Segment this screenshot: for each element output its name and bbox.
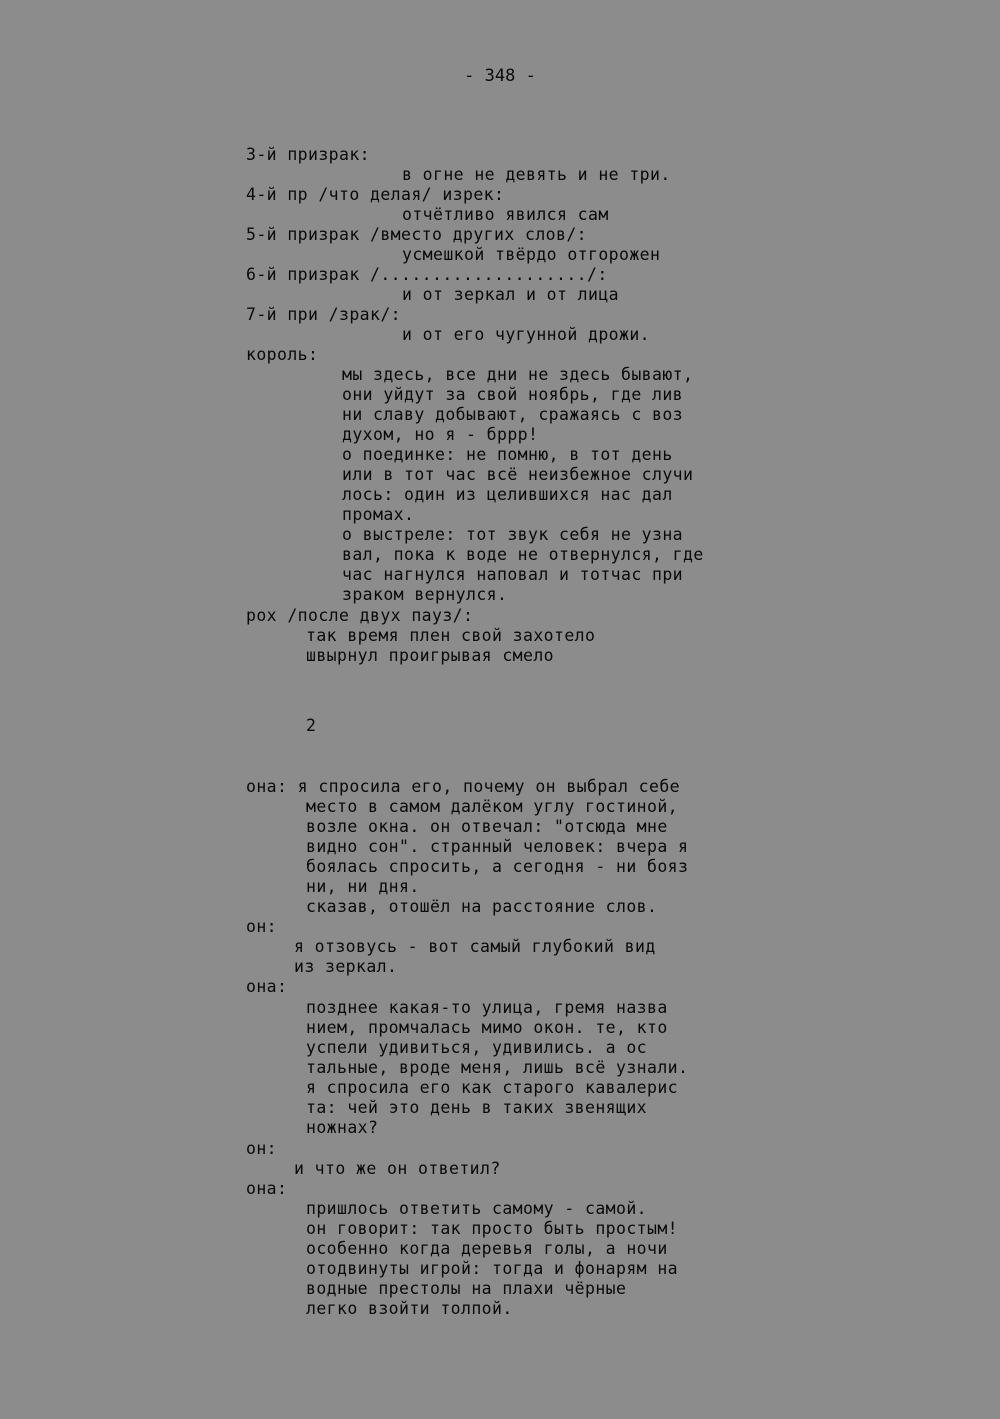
- text-line: из зеркал.: [294, 957, 398, 976]
- text-line: 3-й призрак:: [246, 145, 371, 164]
- text-line: он говорит: так просто быть простым!: [306, 1219, 679, 1238]
- text-line: час нагнулся наповал и тотчас при: [342, 565, 684, 584]
- text-line: духом, но я - бррр!: [342, 425, 539, 444]
- text-line: ножнах?: [306, 1118, 379, 1137]
- text-line: боялась спросить, а сегодня - ни бояз: [306, 857, 689, 876]
- text-line: отчётливо явился сам: [402, 205, 609, 224]
- text-line: он:: [246, 1139, 278, 1158]
- text-line: она: я спросила его, почему он выбрал себе: [246, 777, 681, 796]
- text-line: пришлось ответить самому - самой.: [306, 1199, 648, 1218]
- text-line: 4-й пр /что делая/ изрек:: [246, 185, 505, 204]
- text-line: та: чей это день в таких звенящих: [306, 1098, 648, 1117]
- text-line: особенно когда деревья голы, а ночи: [306, 1239, 668, 1258]
- text-line: она:: [246, 977, 288, 996]
- text-line: 2: [306, 716, 317, 735]
- text-line: швырнул проигрывая смело: [306, 646, 555, 665]
- text-line: она:: [246, 1179, 288, 1198]
- text-line: 6-й призрак /..................../:: [246, 265, 608, 284]
- text-line: я отзовусь - вот самый глубокий вид: [294, 937, 656, 956]
- text-line: о выстреле: тот звук себя не узна: [342, 525, 684, 544]
- text-line: сказав, отошёл на расстояние слов.: [306, 897, 658, 916]
- text-line: 7-й при /зрак/:: [246, 305, 402, 324]
- text-line: король:: [246, 345, 319, 364]
- text-line: так время плен свой захотело: [306, 626, 596, 645]
- text-line: и от зеркал и от лица: [402, 285, 620, 304]
- text-line: успели удивиться, удивились. а ос: [306, 1038, 648, 1057]
- text-line: в огне не девять и не три.: [402, 165, 671, 184]
- text-line: и что же он ответил?: [294, 1159, 501, 1178]
- text-line: и от его чугунной дрожи.: [402, 325, 651, 344]
- text-line: рох /после двух пауз/:: [246, 606, 474, 625]
- text-line: нием, промчалась мимо окон. те, кто: [306, 1018, 668, 1037]
- text-line: ни, ни дня.: [306, 877, 420, 896]
- text-line: отодвинуты игрой: тогда и фонарям на: [306, 1259, 679, 1278]
- text-line: 5-й призрак /вместо других слов/:: [246, 225, 588, 244]
- text-line: промах.: [342, 505, 415, 524]
- text-line: позднее какая-то улица, гремя назва: [306, 998, 668, 1017]
- text-line: вал, пока к воде не отвернулся, где: [342, 545, 704, 564]
- text-line: возле окна. он отвечал: "отсюда мне: [306, 817, 668, 836]
- text-line: зраком вернулся.: [342, 585, 508, 604]
- text-line: усмешкой твёрдо отгорожен: [402, 245, 661, 264]
- text-line: видно сон". странный человек: вчера я: [306, 837, 689, 856]
- text-line: или в тот час всё неизбежное случи: [342, 465, 694, 484]
- text-line: водные престолы на плахи чёрные: [306, 1279, 627, 1298]
- text-line: лось: один из целившихся нас дал: [342, 485, 673, 504]
- page-number: - 348 -: [464, 66, 536, 86]
- text-line: они уйдут за свой ноябрь, где лив: [342, 385, 684, 404]
- text-line: место в самом далёком углу гостиной,: [306, 797, 679, 816]
- text-line: ни славу добывают, сражаясь с воз: [342, 405, 684, 424]
- text-line: легко взойти толпой.: [306, 1299, 513, 1318]
- text-line: тальные, вроде меня, лишь всё узнали.: [306, 1058, 689, 1077]
- text-line: о поединке: не помню, в тот день: [342, 445, 673, 464]
- text-line: он:: [246, 917, 278, 936]
- text-line: я спросила его как старого кавалерис: [306, 1078, 679, 1097]
- text-line: мы здесь, все дни не здесь бывают,: [342, 365, 694, 384]
